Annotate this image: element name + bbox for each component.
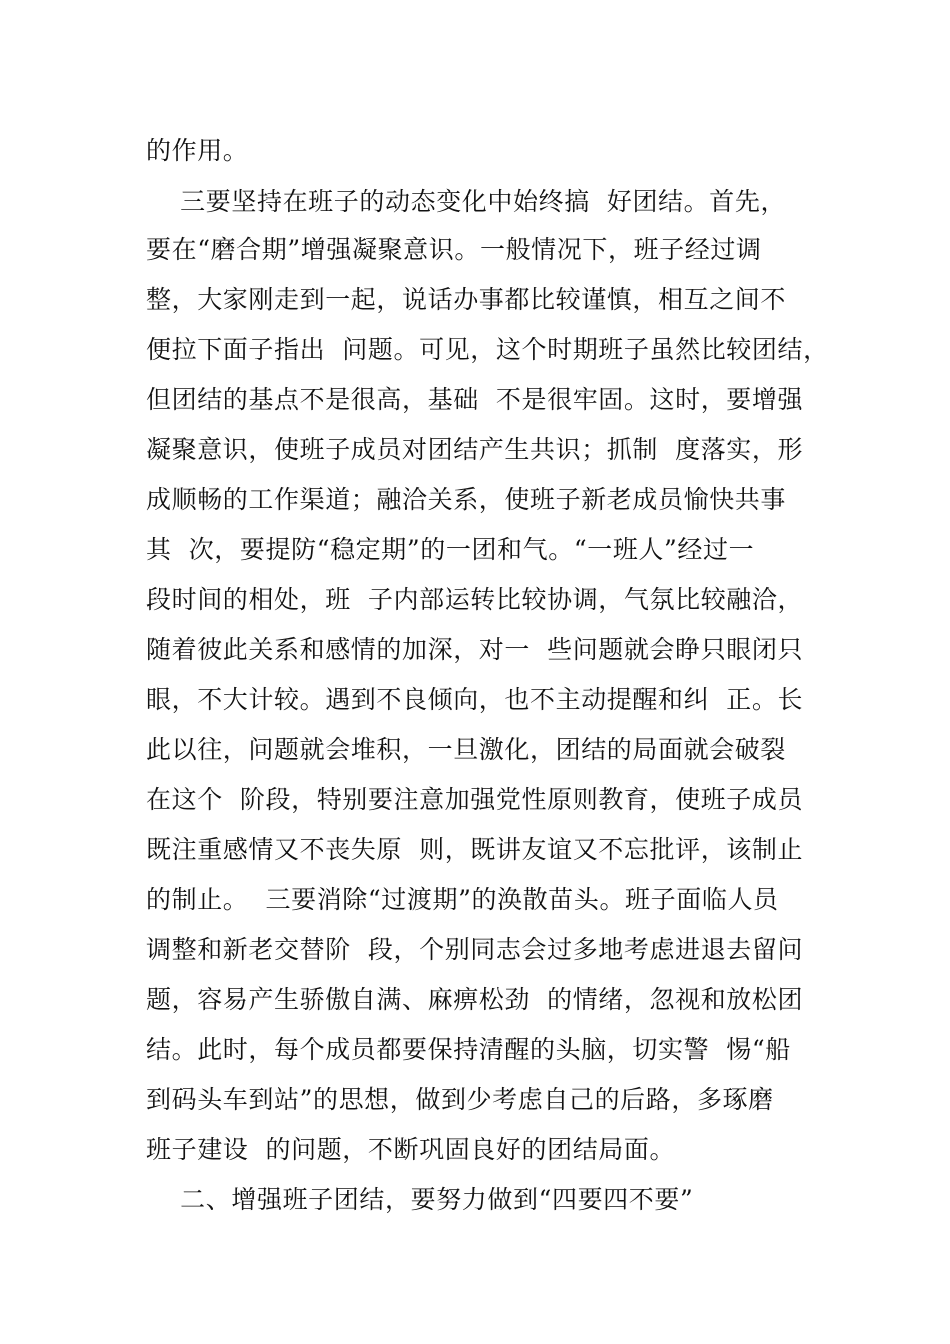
text-line: 结。此时，每个成员都要保持清醒的头脑，切实警 惕“船 xyxy=(146,1035,791,1064)
text-line: 便拉下面子指出 问题。可见，这个时期班子虽然比较团结， xyxy=(146,335,829,364)
text-line: 的制止。 三要消除“过渡期”的涣散苗头。班子面临人员 xyxy=(146,885,779,914)
text-line: 此以往，问题就会堆积，一旦激化，团结的局面就会破裂 xyxy=(146,735,787,764)
text-line: 眼，不大计较。遇到不良倾向，也不主动提醒和纠 正。长 xyxy=(146,685,804,714)
text-line: 到码头车到站”的思想，做到少考虑自己的后路，多琢磨 xyxy=(146,1085,774,1114)
text-line: 调整和新老交替阶 段，个别同志会过多地考虑进退去留问 xyxy=(146,935,804,964)
text-line: 其 次，要提防“稳定期”的一团和气。“一班人”经过一 xyxy=(146,535,755,564)
text-line: 段时间的相处，班 子内部运转比较协调，气氛比较融洽， xyxy=(146,585,804,614)
section-heading: 二、增强班子团结，要努力做到“四要四不要” xyxy=(146,1185,694,1214)
text-line: 题，容易产生骄傲自满、麻痹松劲 的情绪，忽视和放松团 xyxy=(146,985,804,1014)
text-line: 班子建设 的问题，不断巩固良好的团结局面。 xyxy=(146,1135,676,1164)
text-line: 随着彼此关系和感情的加深，对一 些问题就会睁只眼闭只 xyxy=(146,635,804,664)
text-line: 成顺畅的工作渠道；融洽关系，使班子新老成员愉快共事 xyxy=(146,485,787,514)
text-line: 凝聚意识，使班子成员对团结产生共识；抓制 度落实，形 xyxy=(146,435,804,464)
text-line: 要在“磨合期”增强凝聚意识。一般情况下，班子经过调 xyxy=(146,235,762,264)
text-line: 三要坚持在班子的动态变化中始终搞 好团结。首先， xyxy=(146,187,787,216)
text-line: 的作用。 xyxy=(146,136,249,165)
text-line: 既注重感情又不丧失原 则，既讲友谊又不忘批评，该制止 xyxy=(146,835,804,864)
text-line: 在这个 阶段，特别要注意加强党性原则教育，使班子成员 xyxy=(146,785,804,814)
text-line: 整，大家刚走到一起，说话办事都比较谨慎，相互之间不 xyxy=(146,285,787,314)
text-line: 但团结的基点不是很高，基础 不是很牢固。这时，要增强 xyxy=(146,385,804,414)
